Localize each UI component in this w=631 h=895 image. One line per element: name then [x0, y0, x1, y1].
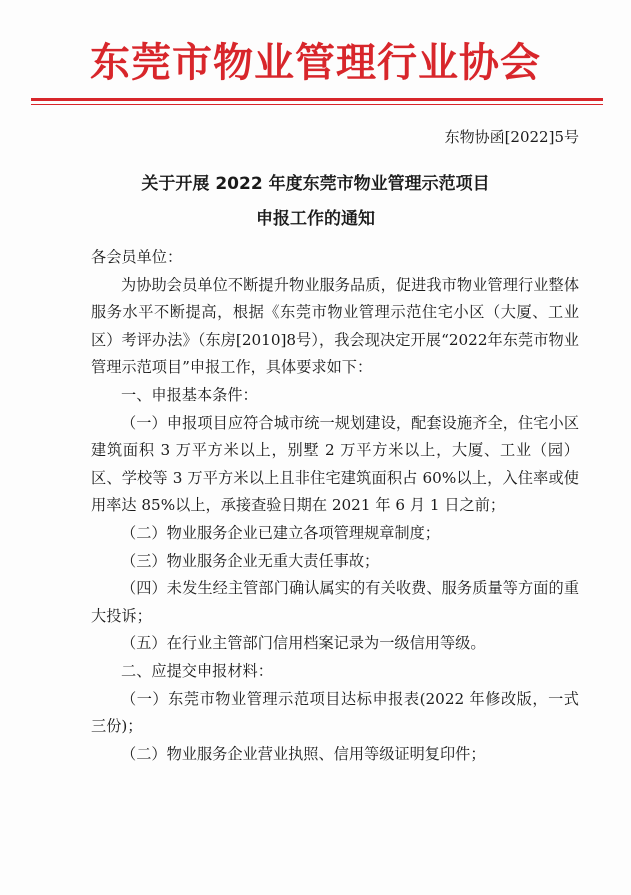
document-number: 东物协函[2022]5号: [444, 128, 579, 146]
section-heading: 二、应提交申报材料：: [121, 661, 273, 680]
body-paragraph: （二）物业服务企业营业执照、信用等级证明复印件；: [121, 744, 486, 763]
section-heading: 一、申报基本条件：: [121, 385, 258, 404]
salutation: 各会员单位：: [91, 248, 183, 266]
body-paragraph: 为协助会员单位不断提升物业服务品质，促进我市物业管理行业整体服务水平不断提高，根据《东莞市物业管理示范住宅小区（大厦、工业区）考评办法》（东房[2010]8号），我会现决定开展“2022年东莞市物业管理示范项目”申报工作，具体要求如下：: [91, 275, 579, 377]
body-paragraph: （三）物业服务企业无重大责任事故；: [121, 551, 380, 570]
body-paragraph: （四）未发生经主管部门确认属实的有关收费、服务质量等方面的重大投诉；: [91, 579, 579, 625]
organization-letterhead: 东莞市物业管理行业协会: [90, 40, 541, 86]
document-body: [91, 244, 579, 768]
document-title-line-2: 申报工作的通知: [256, 209, 375, 229]
body-paragraph: （五）在行业主管部门信用档案记录为一级信用等级。: [121, 634, 486, 653]
document-title-line-1: 关于开展 2022 年度东莞市物业管理示范项目: [141, 174, 490, 194]
body-paragraph: （二）物业服务企业已建立各项管理规章制度；: [121, 523, 440, 542]
letterhead-thick-rule: [31, 98, 603, 101]
body-paragraph: （一）东莞市物业管理示范项目达标申报表(2022 年修改版，一式三份)；: [91, 689, 579, 736]
body-paragraph: （一）申报项目应符合城市统一规划建设，配套设施齐全，住宅小区建筑面积 3 万平方米以上，别墅 2 万平方米以上，大厦、工业（园）区、学校等 3 万平方米以上且非住宅建筑面积占 60%以上，入住率或使用率达 85%以上，承接查验日期在 2021 年 6 月 1 日之前；: [91, 413, 579, 515]
letterhead-thin-rule: [31, 104, 603, 105]
